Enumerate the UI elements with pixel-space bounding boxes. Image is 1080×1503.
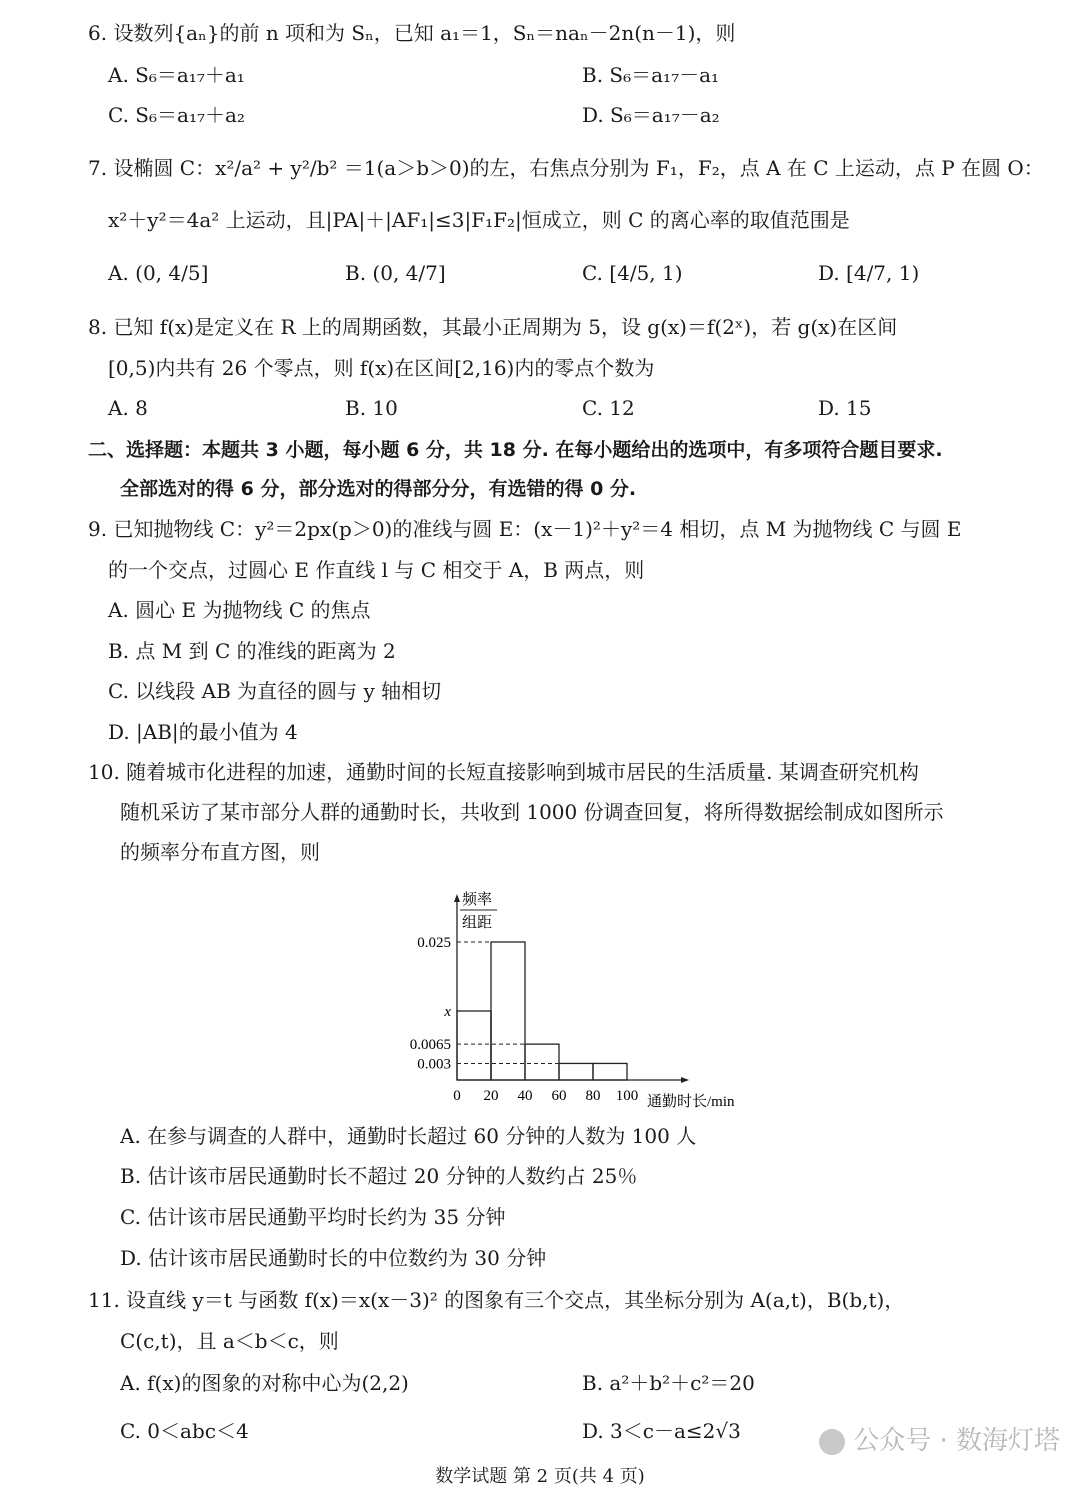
text-line: 10. 随着城市化进程的加速，通勤时间的长短直接影响到城市居民的生活质量. 某调查研究机构: [88, 760, 919, 784]
text-line: 全部选对的得 6 分，部分选对的得部分分，有选错的得 0 分.: [120, 478, 637, 500]
text-line: 的频率分布直方图，则: [120, 840, 320, 864]
histogram-svg: [395, 880, 795, 1120]
text-line: C. 0＜abc＜4: [120, 1419, 249, 1443]
text-line: D. 3＜c－a≤2√3: [582, 1419, 741, 1443]
y-tick-label: 0.0065: [409, 1037, 451, 1054]
text-line: B. 10: [345, 396, 398, 420]
text-line: A. S₆＝a₁₇＋a₁: [108, 63, 245, 87]
x-tick-label: 40: [517, 1088, 533, 1104]
text-line: x²＋y²＝4a² 上运动，且|PA|＋|AF₁|≤3|F₁F₂|恒成立，则 C 的离心率的取值范围是: [108, 208, 850, 232]
text-line: A. 圆心 E 为抛物线 C 的焦点: [108, 598, 371, 622]
text-line: C. S₆＝a₁₇＋a₂: [108, 103, 245, 127]
text-line: 6. 设数列{aₙ}的前 n 项和为 Sₙ，已知 a₁＝1，Sₙ＝naₙ－2n(n－1)，则: [88, 21, 736, 45]
text-line: 11. 设直线 y＝t 与函数 f(x)＝x(x－3)² 的图象有三个交点，其坐标分别为 A(a,t)，B(b,t)，: [88, 1288, 905, 1312]
wechat-icon: [819, 1429, 845, 1455]
text-line: A. 在参与调查的人群中，通勤时长超过 60 分钟的人数为 100 人: [120, 1124, 697, 1148]
x-tick-label: 20: [483, 1088, 499, 1104]
y-label-numerator: 频率: [461, 892, 493, 908]
text-line: D. S₆＝a₁₇－a₂: [582, 103, 720, 127]
text-line: C. 估计该市居民通勤平均时长约为 35 分钟: [120, 1205, 506, 1229]
histogram-bar: [559, 1063, 593, 1080]
text-line: B. a²＋b²＋c²＝20: [582, 1371, 755, 1395]
text-line: D. [4/7, 1): [818, 261, 920, 285]
x-tick-label: 60: [551, 1088, 567, 1104]
text-line: D. 估计该市居民通勤时长的中位数约为 30 分钟: [120, 1246, 547, 1270]
text-line: C(c,t)，且 a＜b＜c，则: [120, 1329, 339, 1353]
y-axis-arrow: [454, 894, 460, 902]
x-tick-label: 0: [453, 1088, 461, 1104]
text-line: 的一个交点，过圆心 E 作直线 l 与 C 相交于 A，B 两点，则: [108, 558, 645, 582]
watermark-text: 公众号 · 数海灯塔: [853, 1426, 1060, 1456]
histogram-bar: [491, 942, 525, 1080]
x-axis-label: 通勤时长/min: [647, 1094, 735, 1110]
text-line: C. [4/5, 1): [582, 261, 683, 285]
text-line: 二、选择题：本题共 3 小题，每小题 6 分，共 18 分. 在每小题给出的选项中，有多项符合题目要求.: [88, 439, 943, 461]
text-line: D. 15: [818, 396, 872, 420]
text-line: 9. 已知抛物线 C：y²＝2px(p＞0)的准线与圆 E：(x－1)²＋y²＝4 相切，点 M 为抛物线 C 与圆 E: [88, 517, 962, 541]
text-line: A. (0, 4/5]: [108, 261, 209, 285]
y-tick-label: x: [444, 1004, 451, 1020]
frequency-histogram: [395, 880, 795, 1120]
text-line: 8. 已知 f(x)是定义在 R 上的周期函数，其最小正周期为 5，设 g(x)＝f(2ˣ)，若 g(x)在区间: [88, 315, 898, 339]
text-line: A. 8: [108, 396, 148, 420]
x-tick-label: 80: [585, 1088, 601, 1104]
text-line: 随机采访了某市部分人群的通勤时长，共收到 1000 份调查回复，将所得数据绘制成如图所示: [120, 800, 944, 824]
x-tick-label: 100: [615, 1088, 639, 1104]
text-line: B. S₆＝a₁₇－a₁: [582, 63, 720, 87]
text-line: D. |AB|的最小值为 4: [108, 720, 298, 744]
watermark: [819, 1420, 1060, 1457]
text-line: B. (0, 4/7]: [345, 261, 446, 285]
text-line: B. 估计该市居民通勤时长不超过 20 分钟的人数约占 25％: [120, 1164, 638, 1188]
y-label-denominator: 组距: [461, 915, 493, 931]
text-line: A. f(x)的图象的对称中心为(2,2): [120, 1371, 409, 1395]
histogram-bar: [525, 1044, 559, 1080]
x-axis-arrow: [681, 1077, 689, 1083]
histogram-bar: [457, 1011, 491, 1080]
histogram-bar: [593, 1063, 627, 1080]
text-line: 7. 设椭圆 C：x²/a² + y²/b² ＝1(a＞b＞0)的左，右焦点分别为 F₁，F₂，点 A 在 C 上运动，点 P 在圆 O：: [88, 156, 1044, 180]
page-footer: 数学试题 第 2 页(共 4 页): [435, 1466, 645, 1487]
y-tick-label: 0.003: [417, 1056, 451, 1073]
y-tick-label: 0.025: [417, 935, 451, 951]
text-line: [0,5)内共有 26 个零点，则 f(x)在区间[2,16)内的零点个数为: [108, 356, 655, 380]
text-line: C. 12: [582, 396, 635, 420]
text-line: B. 点 M 到 C 的准线的距离为 2: [108, 639, 396, 663]
text-line: C. 以线段 AB 为直径的圆与 y 轴相切: [108, 679, 442, 703]
